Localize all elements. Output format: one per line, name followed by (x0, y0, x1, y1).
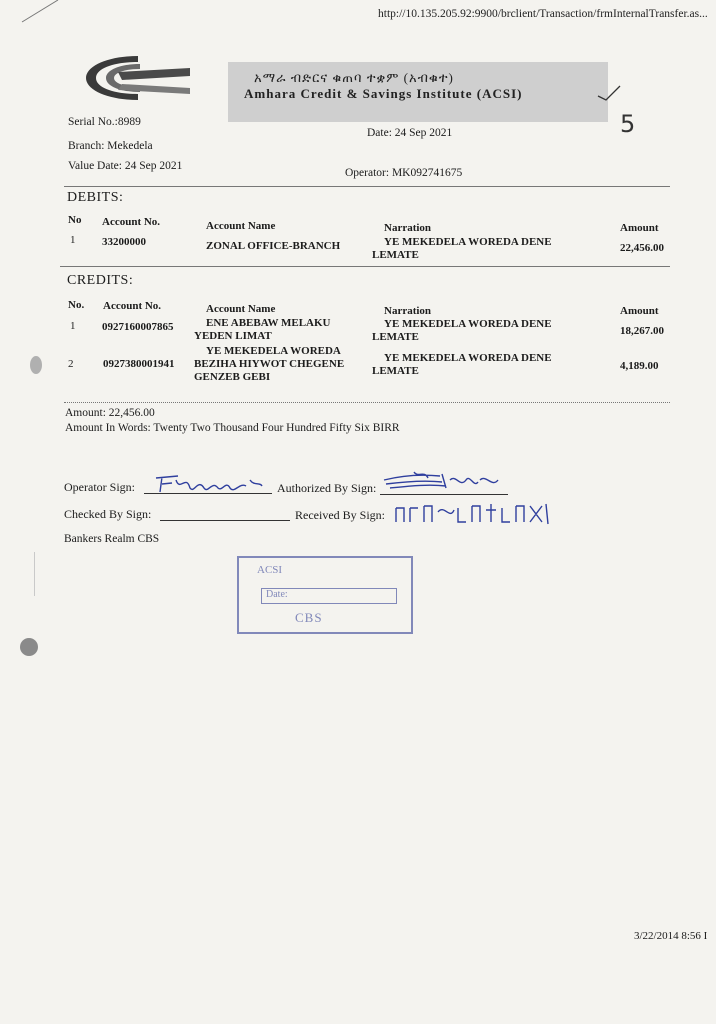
credit-row-narration: YE MEKEDELA WOREDA DENE (384, 352, 552, 364)
debits-header-narration: Narration (384, 222, 432, 234)
stamp-line-2: Date: (261, 588, 397, 604)
voucher-date: Date: 24 Sep 2021 (367, 127, 453, 139)
credits-header-narration: Narration (384, 305, 432, 317)
credit-row-account-name-cont: YEDEN LIMAT (194, 330, 272, 342)
credit-row-account-no: 0927160007865 (102, 321, 174, 333)
handwritten-tick-icon (596, 84, 622, 102)
operator-id: Operator: MK092741675 (345, 167, 463, 179)
system-name: Bankers Realm CBS (64, 533, 160, 545)
credit-row-account-name: YE MEKEDELA WOREDA (206, 345, 341, 357)
debits-header-no: No (68, 214, 82, 226)
checked-sign-label: Checked By Sign: (64, 507, 152, 521)
amount-in-words: Amount In Words: Twenty Two Thousand Four Hundred Fifty Six BIRR (65, 422, 400, 434)
scan-edge-mark (20, 0, 60, 24)
credits-header-amount: Amount (620, 305, 659, 317)
debit-row-narration: YE MEKEDELA WOREDA DENE (384, 236, 552, 248)
credits-header-no: No. (68, 299, 85, 311)
handwritten-page-number: 5 (620, 110, 636, 138)
credit-row-account-name: ENE ABEBAW MELAKU (206, 317, 331, 329)
authorized-signature (380, 466, 504, 496)
authorized-sign-label: Authorized By Sign: (277, 481, 377, 495)
value-date: Value Date: 24 Sep 2021 (68, 160, 183, 172)
credit-row-amount: 4,189.00 (620, 360, 659, 372)
operator-sign-label: Operator Sign: (64, 480, 135, 494)
checked-sign-line (160, 520, 290, 521)
debits-header-account-no: Account No. (102, 216, 161, 228)
received-signature (392, 498, 560, 528)
credits-header-account-name: Account Name (206, 303, 276, 315)
bank-stamp (237, 556, 413, 634)
received-sign-label: Received By Sign: (295, 508, 385, 522)
punch-hole (30, 356, 42, 374)
stamp-line-3: CBS (295, 610, 323, 625)
credit-row-no: 1 (70, 320, 76, 332)
debit-row-no: 1 (70, 234, 76, 246)
credits-title: CREDITS: (67, 273, 134, 288)
stamp-line-1: ACSI (257, 564, 283, 576)
debit-row-amount: 22,456.00 (620, 242, 664, 254)
print-timestamp: 3/22/2014 8:56 I (634, 930, 708, 942)
debit-row-account-no: 33200000 (102, 236, 146, 248)
institution-name-english: Amhara Credit & Savings Institute (ACSI) (244, 86, 523, 101)
credit-row-narration-cont: LEMATE (372, 331, 419, 343)
scan-mark (34, 552, 35, 596)
punch-hole (20, 638, 38, 656)
institution-banner (228, 62, 608, 122)
branch: Branch: Mekedela (68, 140, 153, 152)
acsi-logo-icon (78, 54, 194, 102)
credit-row-account-name-cont: BEZIHA HIYWOT CHEGENE (194, 358, 345, 370)
total-amount: Amount: 22,456.00 (65, 407, 155, 419)
credit-row-narration: YE MEKEDELA WOREDA DENE (384, 318, 552, 330)
institution-name-amharic: አማራ ብድርና ቁጠባ ተቋም (አብቁተ) (254, 70, 454, 85)
credit-row-amount: 18,267.00 (620, 325, 664, 337)
credit-row-no: 2 (68, 358, 74, 370)
serial-number: Serial No.:8989 (68, 116, 141, 128)
divider (64, 186, 670, 187)
credit-row-account-name-cont: GENZEB GEBI (194, 371, 271, 383)
operator-signature (150, 472, 268, 498)
credits-header-account-no: Account No. (103, 300, 162, 312)
debits-title: DEBITS: (67, 190, 124, 205)
credit-row-account-no: 0927380001941 (103, 358, 175, 370)
debits-header-account-name: Account Name (206, 220, 276, 232)
browser-url: http://10.135.205.92:9900/brclient/Transaction/frmInternalTransfer.as... (378, 8, 708, 20)
divider (64, 402, 670, 403)
credit-row-narration-cont: LEMATE (372, 365, 419, 377)
debit-row-narration-cont: LEMATE (372, 249, 419, 261)
divider (60, 266, 670, 267)
debits-header-amount: Amount (620, 222, 659, 234)
debit-row-account-name: ZONAL OFFICE-BRANCH (206, 240, 341, 252)
